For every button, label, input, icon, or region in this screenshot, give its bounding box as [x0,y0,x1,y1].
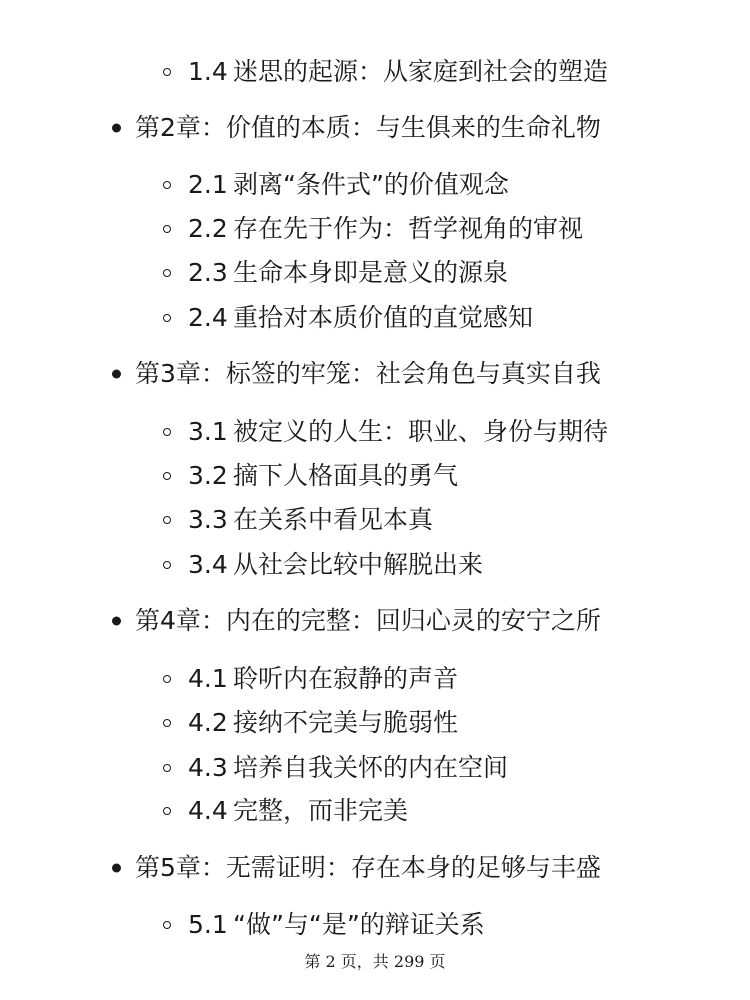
section-number: 2.3 [188,258,228,287]
section-number: 4.2 [188,708,228,737]
section-title: 重拾对本质价值的直觉感知 [233,303,534,332]
bullet-circle-icon [163,516,171,524]
chapter-title: 第4章：内在的完整：回归心灵的安宁之所 [135,606,601,635]
section-number: 3.2 [188,461,228,490]
section-title: 摘下人格面具的勇气 [233,461,459,490]
bullet-disc-icon [112,864,121,873]
section-title: 培养自我关怀的内在空间 [233,753,509,782]
section-number: 2.4 [188,303,228,332]
section-number: 2.1 [188,170,228,199]
section-title: 迷思的起源：从家庭到社会的塑造 [233,57,609,86]
bullet-circle-icon [163,181,171,189]
bullet-circle-icon [163,269,171,277]
section-title: 剥离“条件式”的价值观念 [233,170,509,199]
chapter-title: 第3章：标签的牢笼：社会角色与真实自我 [135,359,601,388]
bullet-circle-icon [163,561,171,569]
section-title: 生命本身即是意义的源泉 [233,258,509,287]
section-title: 在关系中看见本真 [233,505,434,534]
bullet-circle-icon [163,921,171,929]
section-number: 4.3 [188,753,228,782]
section-number: 3.1 [188,417,228,446]
section-title: “做”与“是”的辩证关系 [233,910,485,939]
bullet-disc-icon [112,124,121,133]
section-title: 聆听内在寂静的声音 [233,664,459,693]
chapter-title: 第2章：价值的本质：与生俱来的生命礼物 [135,113,601,142]
section-number: 2.2 [188,214,228,243]
section-title: 从社会比较中解脱出来 [233,550,484,579]
bullet-circle-icon [163,472,171,480]
bullet-circle-icon [163,428,171,436]
section-number: 3.4 [188,550,228,579]
section-number: 4.1 [188,664,228,693]
chapter-title: 第5章：无需证明：存在本身的足够与丰盛 [135,853,601,882]
section-title: 完整，而非完美 [233,796,409,825]
section-title: 存在先于作为：哲学视角的审视 [233,214,584,243]
section-title: 接纳不完美与脆弱性 [233,708,459,737]
section-number: 1.4 [188,57,228,86]
section-title: 被定义的人生：职业、身份与期待 [233,417,609,446]
bullet-circle-icon [163,807,171,815]
bullet-circle-icon [163,225,171,233]
bullet-circle-icon [163,719,171,727]
bullet-disc-icon [112,617,121,626]
page-footer: 第 2 页，共 299 页 [304,952,446,971]
section-number: 4.4 [188,796,228,825]
bullet-circle-icon [163,314,171,322]
bullet-circle-icon [163,764,171,772]
section-number: 5.1 [188,910,228,939]
bullet-disc-icon [112,370,121,379]
bullet-circle-icon [163,675,171,683]
section-number: 3.3 [188,505,228,534]
bullet-circle-icon [163,68,171,76]
